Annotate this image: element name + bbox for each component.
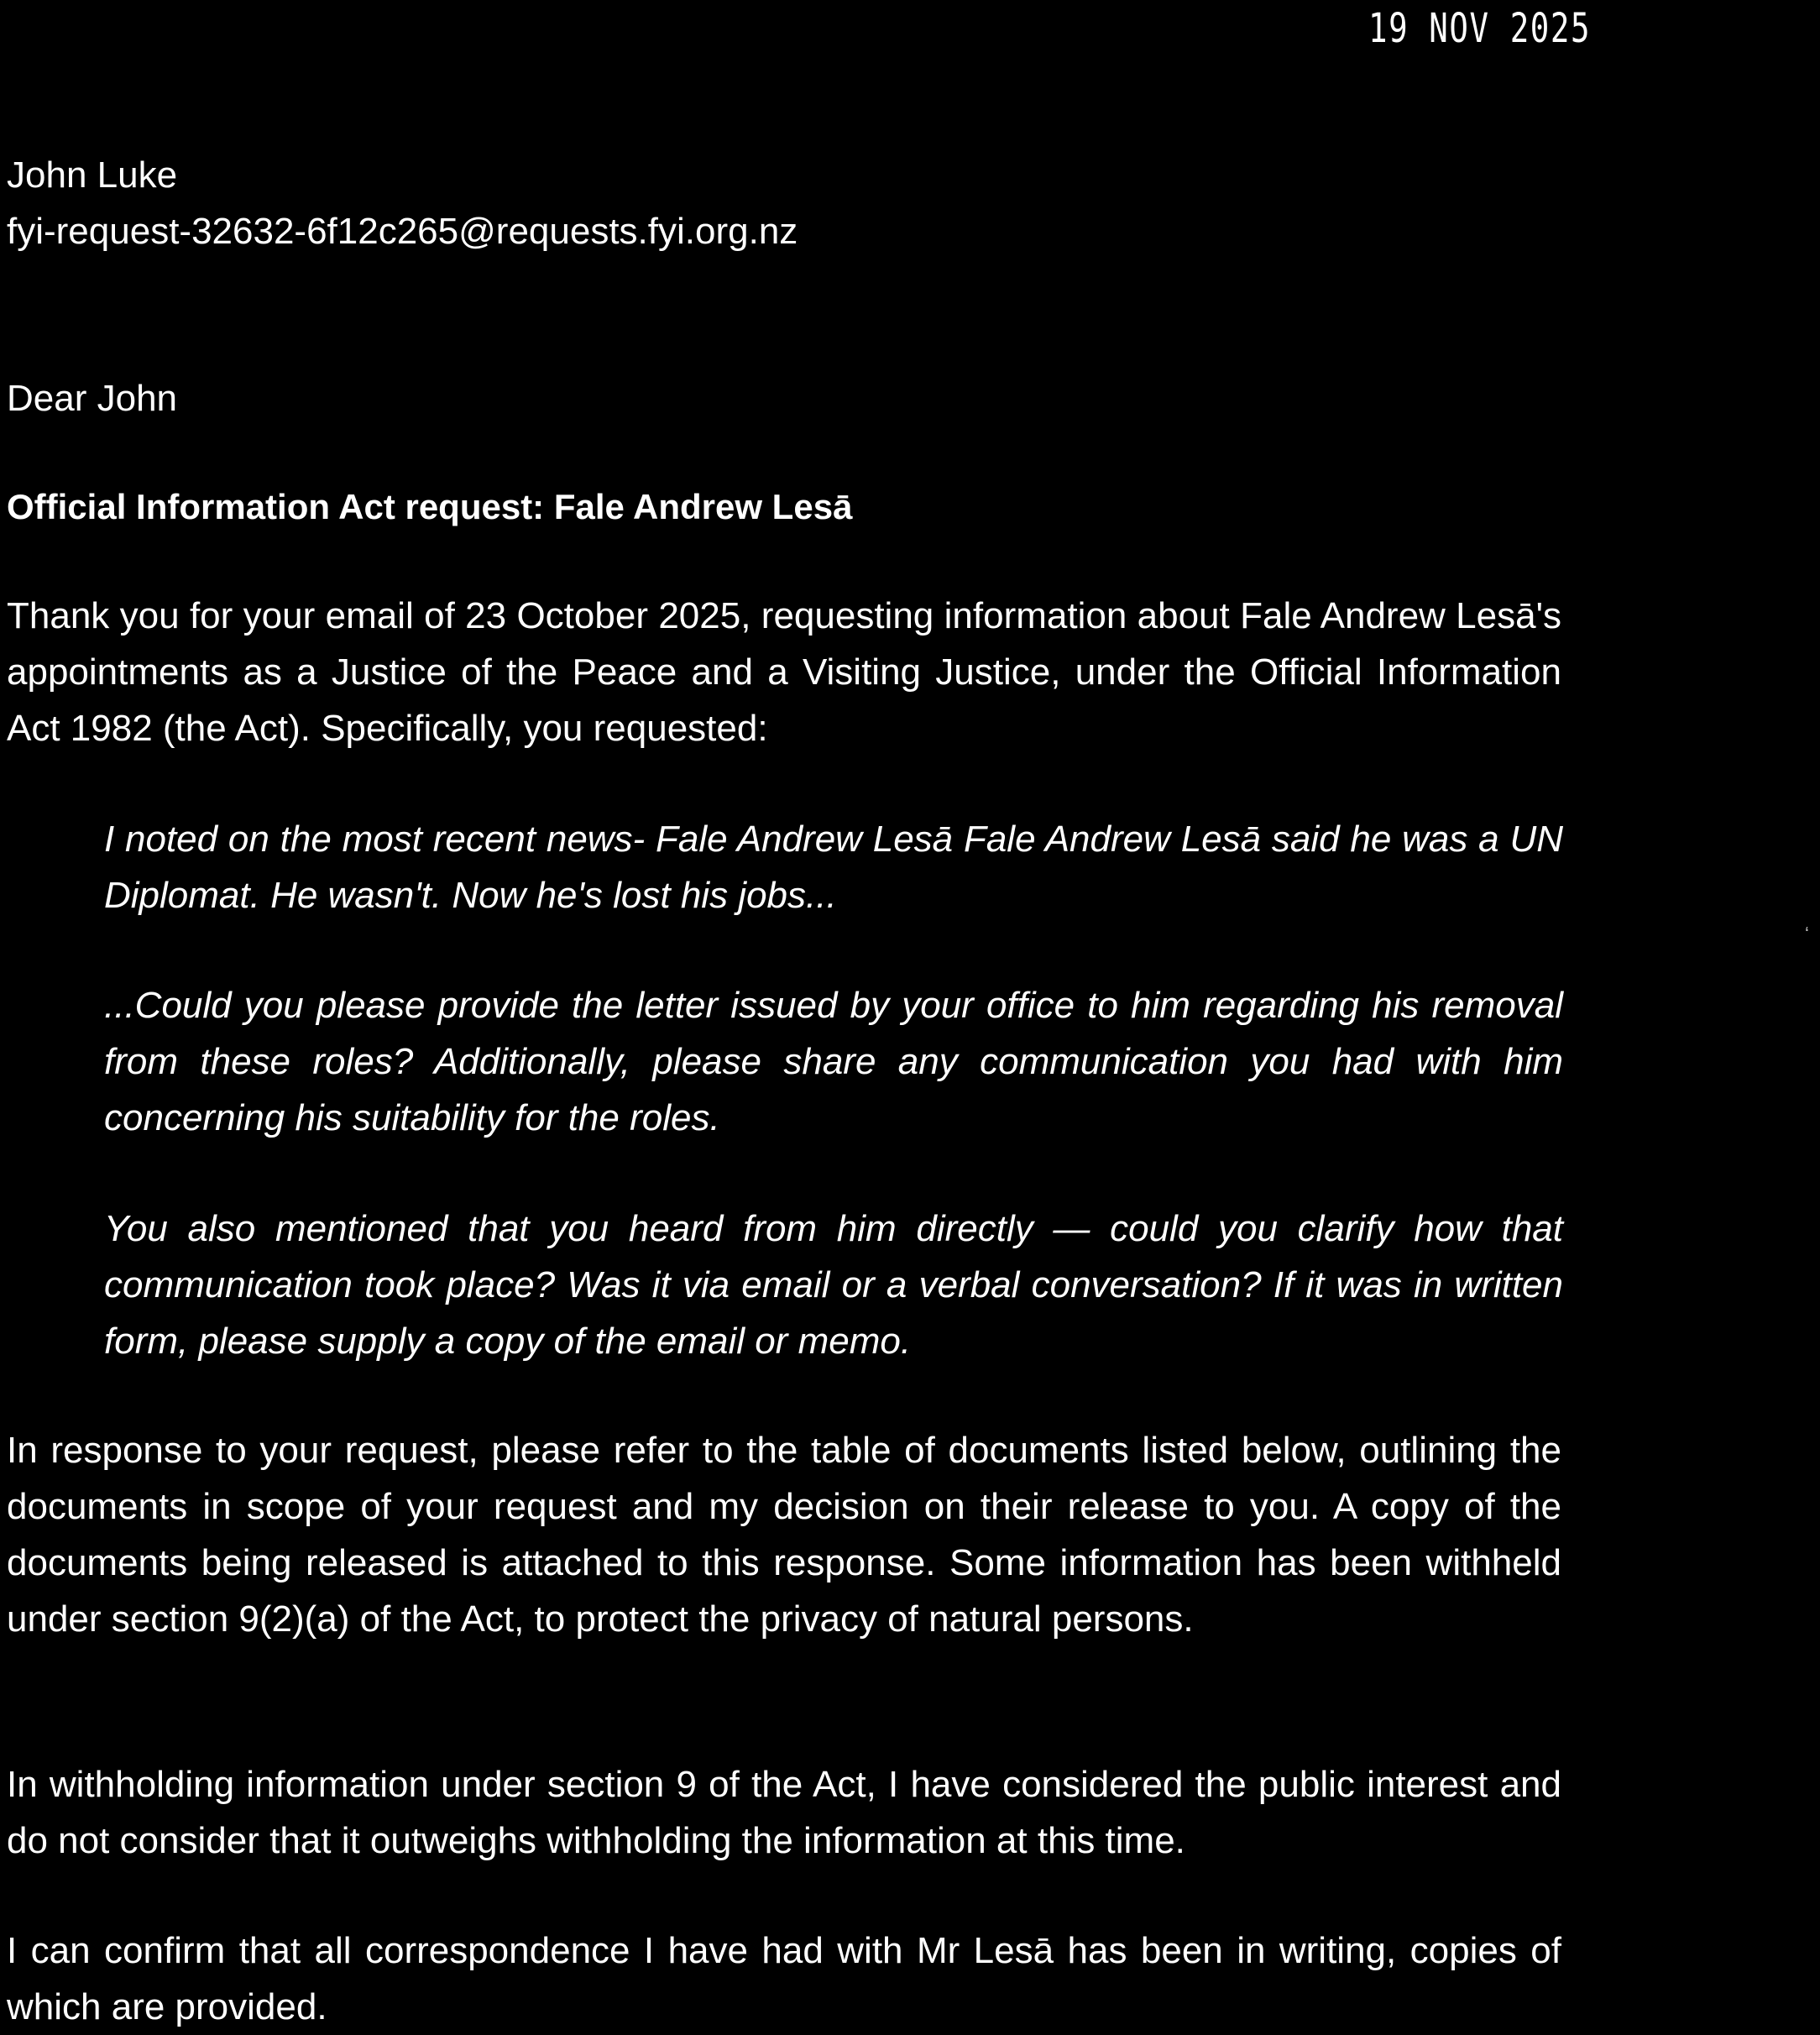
recipient-email: fyi-request-32632-6f12c265@requests.fyi.org.nz xyxy=(7,211,798,252)
recipient-name: John Luke xyxy=(7,154,178,196)
scan-artifact-mark: ʻ xyxy=(1805,923,1809,944)
response-paragraph: In response to your request, please refer to the table of documents listed below, outlining the documents in scope of your request and my decision on their release to you. A copy of the documents being released is attached to this response. Some information has been withheld under section 9(2)(a) of the Act, to protect the privacy of natural persons. xyxy=(7,1430,1561,1640)
salutation: Dear John xyxy=(7,378,178,419)
quoted-request-1: I noted on the most recent news- Fale Andrew Lesā Fale Andrew Lesā said he was a UN Diplomat. He wasn't. Now he's lost his jobs... xyxy=(104,819,1563,916)
intro-paragraph: Thank you for your email of 23 October 2025, requesting information about Fale Andrew Lesā's appointments as a Justice of the Peace and a Visiting Justice, under the Official Information Act 1982 (the Act). Specifically, you requested: xyxy=(7,595,1561,749)
received-date-stamp: 19 NOV 2025 xyxy=(1368,5,1592,52)
public-interest-paragraph: In withholding information under section 9 of the Act, I have considered the public interest and do not consider that it outweighs withholding the information at this time. xyxy=(7,1764,1561,1861)
confirmation-paragraph: I can confirm that all correspondence I have had with Mr Lesā has been in writing, copies of which are provided. xyxy=(7,1930,1561,2027)
quoted-request-2: ...Could you please provide the letter issued by your office to him regarding his removal from these roles? Additionally, please share any communication you had with him concerning his suitability for the roles. xyxy=(104,985,1563,1138)
quoted-request-3: You also mentioned that you heard from him directly — could you clarify how that communication took place? Was it via email or a verbal conversation? If it was in written form, please supply a copy of the email or memo. xyxy=(104,1208,1563,1362)
subject-heading: Official Information Act request: Fale Andrew Lesā xyxy=(7,487,853,526)
